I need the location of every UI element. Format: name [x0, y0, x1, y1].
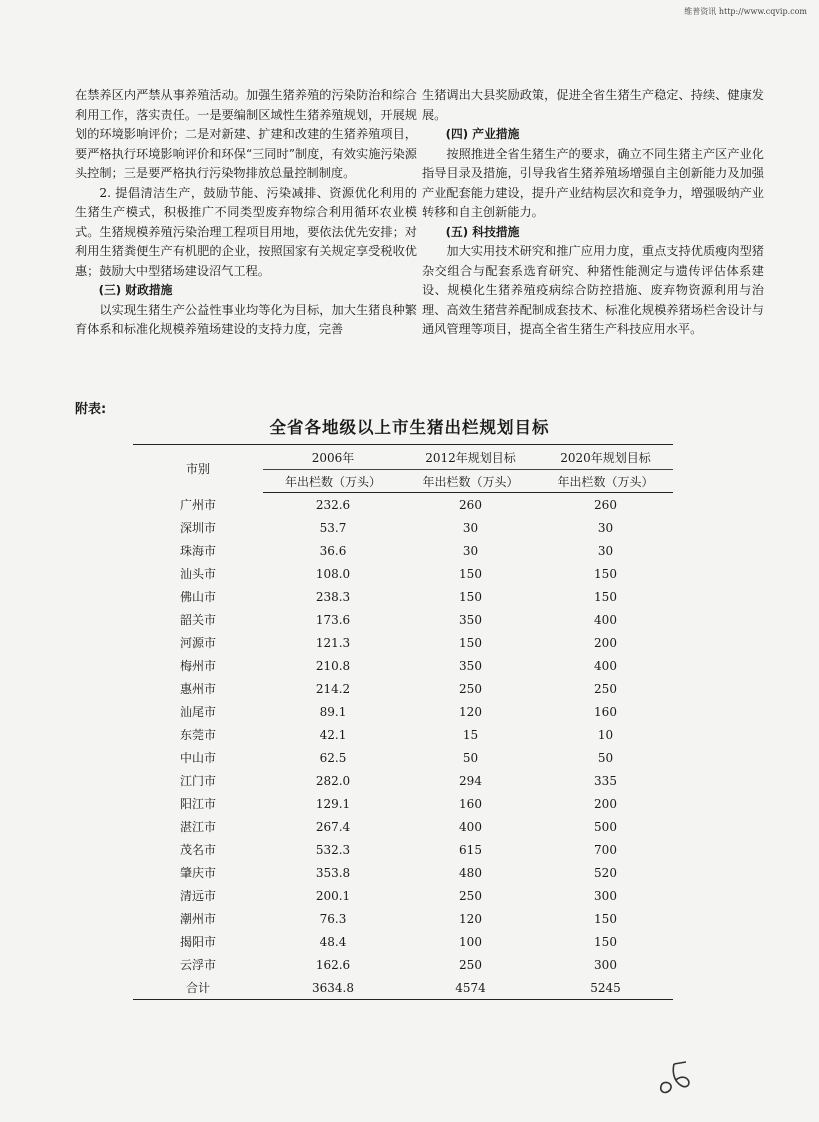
value-2006-cell: 532.3: [315, 842, 351, 857]
table-body: [133, 493, 673, 1000]
value-2006-cell: 162.6: [315, 957, 351, 972]
year-2012-header: 2012年规划目标: [403, 445, 538, 470]
city-cell: 梅州市: [179, 659, 216, 673]
value-2006-cell: 62.5: [319, 750, 347, 765]
value-2006-cell: 42.1: [319, 727, 347, 742]
value-2012-cell: 400: [459, 819, 482, 834]
value-2012-cell: 150: [459, 566, 482, 581]
value-2006-cell: 76.3: [319, 911, 347, 926]
value-2012-cell: 615: [459, 842, 482, 857]
value-2020-cell: 250: [594, 681, 617, 696]
city-cell: 汕尾市: [179, 705, 216, 719]
value-2012-cell: 15: [462, 727, 479, 742]
paragraph: 在禁养区内严禁从事养殖活动。加强生猪养殖的污染防治和综合利用工作，落实责任。一是要编制区域性生猪养殖规划，开展规划的环境影响评价；二是对新建、扩建和改建的生猪养殖项目，要严格执行环境影响评价和环保“三同时”制度，有效实施污染源头控制；三是要严格执行污染物排放总量控制制度。: [75, 88, 417, 180]
value-2012-cell: 150: [459, 635, 482, 650]
value-2012-cell: 294: [459, 773, 482, 788]
value-2006-cell: 3634.8: [263, 976, 403, 1000]
value-2006-cell: 232.6: [315, 497, 351, 512]
table-row: [133, 976, 673, 1000]
value-2006-cell: 210.8: [315, 658, 351, 673]
paragraph: 2. 提倡清洁生产，鼓励节能、污染减排、资源优化利用的生猪生产模式，积极推广不同类型废弃物综合利用循环农业模式。生猪规模养殖污染治理工程项目用地，要依法优先安排；对利用生猪粪便生产有机肥的企业，按照国家有关规定享受税收优惠；鼓励大中型猪场建设沼气工程。: [75, 185, 417, 278]
city-cell: 韶关市: [179, 613, 216, 627]
value-2012-cell: 120: [459, 911, 482, 926]
table-row: [133, 493, 673, 517]
table-row: [133, 516, 673, 539]
value-2006-cell: 36.6: [319, 543, 347, 558]
right-text-column: [422, 86, 764, 340]
section-heading: (五) 科技措施: [445, 224, 520, 239]
left-text-column: [75, 86, 417, 340]
city-cell: 清远市: [179, 889, 216, 903]
table-row: [133, 838, 673, 861]
value-2020-cell: 300: [594, 888, 617, 903]
table-row: [133, 907, 673, 930]
value-2006-cell: 129.1: [315, 796, 351, 811]
city-cell: 东莞市: [179, 728, 216, 742]
value-2012-cell: 150: [459, 589, 482, 604]
value-2006-cell: 53.7: [319, 520, 347, 535]
table-row: [133, 700, 673, 723]
city-cell: 合计: [133, 976, 263, 1000]
city-cell: 肇庆市: [179, 866, 216, 880]
value-2012-cell: 480: [459, 865, 482, 880]
value-2006-cell: 238.3: [315, 589, 351, 604]
unit-header: 年出栏数（万头）: [403, 470, 538, 493]
value-2020-cell: 400: [594, 658, 617, 673]
unit-header: 年出栏数（万头）: [263, 470, 403, 493]
value-2020-cell: 150: [594, 934, 617, 949]
paragraph: 生猪调出大县奖励政策，促进全省生猪生产稳定、持续、健康发展。: [422, 88, 764, 122]
table-row: [133, 562, 673, 585]
table-row: [133, 585, 673, 608]
handwritten-page-mark: [652, 1058, 700, 1098]
value-2012-cell: 50: [462, 750, 479, 765]
city-cell: 深圳市: [179, 521, 216, 535]
value-2012-cell: 250: [459, 888, 482, 903]
city-cell: 河源市: [179, 636, 216, 650]
value-2006-cell: 89.1: [319, 704, 347, 719]
city-cell: 佛山市: [179, 590, 216, 604]
year-2006-header: 2006年: [263, 445, 403, 470]
unit-header: 年出栏数（万头）: [538, 470, 673, 493]
value-2006-cell: 121.3: [315, 635, 351, 650]
table-row: [133, 608, 673, 631]
value-2006-cell: 267.4: [315, 819, 351, 834]
value-2020-cell: 200: [594, 796, 617, 811]
city-cell: 江门市: [179, 774, 216, 788]
table-row: [133, 930, 673, 953]
value-2020-cell: 500: [594, 819, 617, 834]
value-2020-cell: 10: [597, 727, 614, 742]
city-cell: 揭阳市: [179, 935, 216, 949]
value-2012-cell: 250: [459, 957, 482, 972]
value-2020-cell: 200: [594, 635, 617, 650]
value-2020-cell: 150: [594, 911, 617, 926]
value-2020-cell: 335: [594, 773, 617, 788]
section-heading: (三) 财政措施: [98, 283, 173, 297]
value-2012-cell: 250: [459, 681, 482, 696]
table-row: [133, 769, 673, 792]
value-2012-cell: 30: [462, 543, 479, 558]
value-2006-cell: 214.2: [315, 681, 351, 696]
value-2006-cell: 108.0: [315, 566, 351, 581]
table-row: [133, 792, 673, 815]
value-2020-cell: 160: [594, 704, 617, 719]
value-2006-cell: 353.8: [315, 865, 351, 880]
table-row: [133, 631, 673, 654]
table-row: [133, 884, 673, 907]
value-2020-cell: 520: [594, 865, 617, 880]
value-2012-cell: 350: [459, 658, 482, 673]
city-cell: 茂名市: [179, 843, 216, 857]
city-cell: 阳江市: [179, 797, 216, 811]
year-2020-header: 2020年规划目标: [538, 445, 673, 470]
city-cell: 惠州市: [179, 682, 216, 696]
value-2006-cell: 200.1: [315, 888, 351, 903]
value-2012-cell: 350: [459, 612, 482, 627]
site-watermark-header: 维普资讯 http://www.cqvip.com: [684, 7, 807, 16]
table-row: [133, 723, 673, 746]
value-2006-cell: 173.6: [315, 612, 351, 627]
appendix-label: 附表:: [75, 402, 107, 417]
city-cell: 云浮市: [179, 958, 216, 972]
value-2020-cell: 300: [594, 957, 617, 972]
table-row: [133, 677, 673, 700]
value-2020-cell: 50: [597, 750, 614, 765]
table-row: [133, 539, 673, 562]
value-2020-cell: 150: [594, 566, 617, 581]
pig-output-table: [133, 444, 673, 1000]
table-row: [133, 654, 673, 677]
value-2006-cell: 48.4: [319, 934, 347, 949]
table-row: [133, 861, 673, 884]
city-cell: 潮州市: [179, 912, 216, 926]
table-title: 全省各地级以上市生猪出栏规划目标: [269, 418, 550, 437]
section-heading: (四) 产业措施: [445, 127, 520, 141]
table-row: [133, 746, 673, 769]
value-2020-cell: 400: [594, 612, 617, 627]
city-column-header: 市别: [133, 445, 263, 493]
table-row: [133, 953, 673, 976]
city-cell: 中山市: [179, 751, 216, 765]
paragraph: 加大实用技术研究和推广应用力度，重点支持优质瘦肉型猪杂交组合与配套系选育研究、种猪性能测定与遗传评估体系建设、规模化生猪养殖疫病综合防控措施、废弃物资源利用与治理、高效生猪营养配制成套技术、标准化规模养猪场栏舍设计与通风管理等项目，提高全省生猪生产科技应用水平。: [422, 244, 764, 336]
value-2020-cell: 30: [597, 543, 614, 558]
value-2012-cell: 4574: [403, 976, 538, 1000]
city-cell: 湛江市: [179, 820, 216, 834]
value-2012-cell: 120: [459, 704, 482, 719]
value-2006-cell: 282.0: [315, 773, 351, 788]
value-2012-cell: 100: [459, 934, 482, 949]
value-2012-cell: 160: [459, 796, 482, 811]
table-row: [133, 815, 673, 838]
value-2020-cell: 700: [594, 842, 617, 857]
city-cell: 广州市: [179, 497, 216, 512]
value-2020-cell: 5245: [538, 976, 673, 1000]
value-2012-cell: 260: [459, 497, 482, 512]
city-cell: 珠海市: [179, 544, 216, 558]
value-2020-cell: 260: [594, 497, 617, 512]
paragraph: 按照推进全省生猪生产的要求，确立不同生猪主产区产业化指导目录及措施，引导我省生猪养殖场增强自主创新能力及加强产业配套能力建设，提升产业结构层次和竞争力，增强吸纳产业转移和自主创新能力。: [422, 146, 764, 219]
value-2020-cell: 150: [594, 589, 617, 604]
value-2012-cell: 30: [462, 520, 479, 535]
city-cell: 汕头市: [179, 567, 216, 581]
value-2020-cell: 30: [597, 520, 614, 535]
paragraph: 以实现生猪生产公益性事业均等化为目标，加大生猪良种繁育体系和标准化规模养殖场建设的支持力度，完善: [75, 302, 417, 336]
